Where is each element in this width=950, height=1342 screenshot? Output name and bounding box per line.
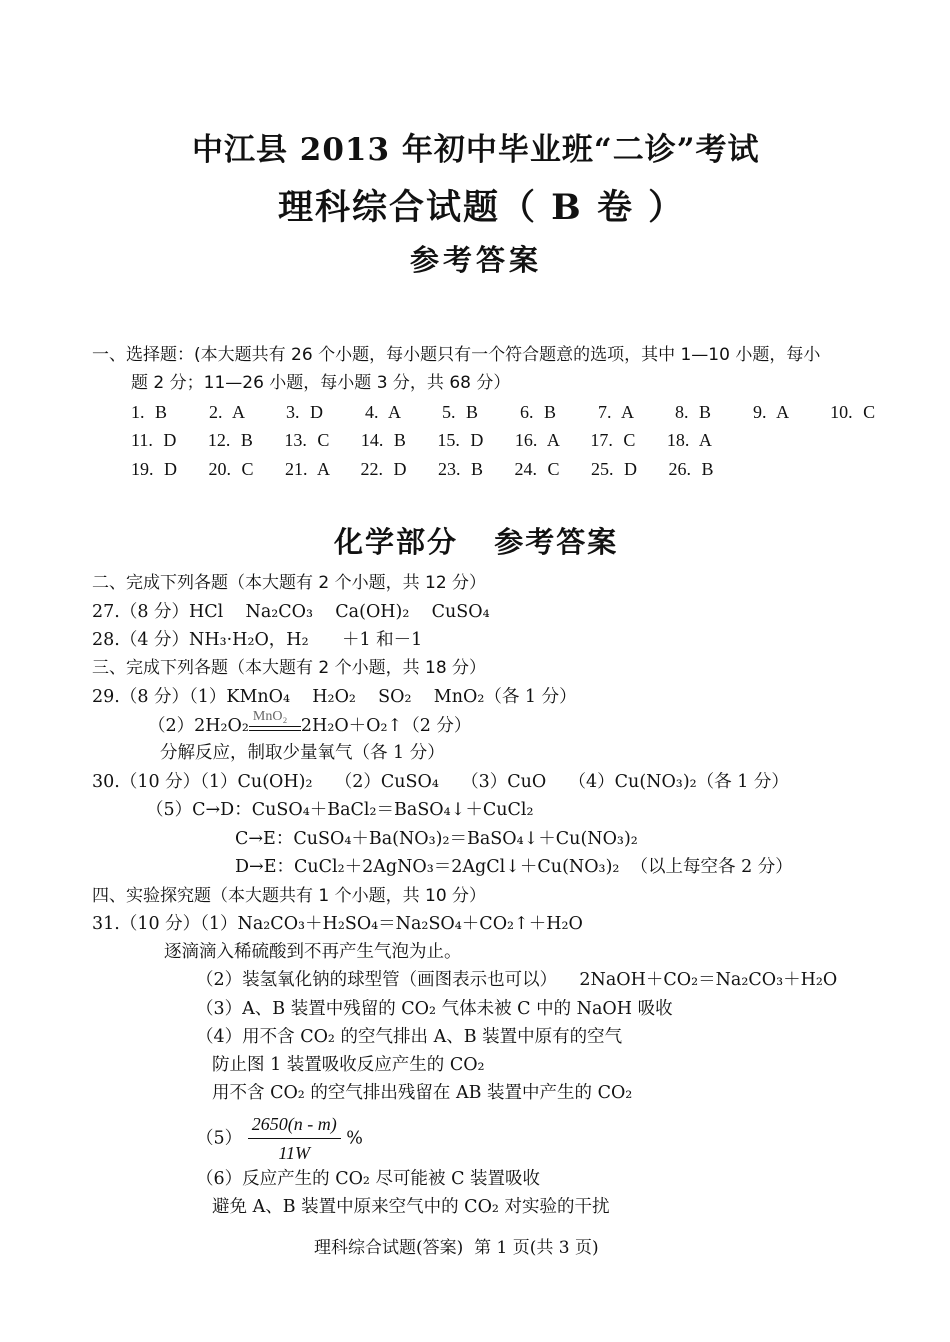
- q29-1-answer: 29.（8 分）（1）KMnO₄ H₂O₂ SO₂ MnO₂（各 1 分）: [92, 687, 577, 707]
- mc-answers-row1: 1. B 2. A 3. D 4. A 5. B 6. B 7. A 8. B 9. A 10. C: [131, 402, 876, 422]
- q31-1-note: 逐滴滴入稀硫酸到不再产生气泡为止。: [164, 942, 462, 962]
- q28-answer: 28.（4 分）NH₃·H₂O，H₂ ＋1 和－1: [92, 630, 423, 650]
- mc-answers-row2: 11. D 12. B 13. C 14. B 15. D 16. A 17. C 18. A: [131, 430, 712, 450]
- q29-2-reactant: （2）2H₂O₂: [148, 716, 249, 736]
- answer-key-title: 参考答案: [410, 243, 543, 277]
- percent-sign: %: [346, 1128, 363, 1149]
- q31-3-answer: （3）A、B 装置中残留的 CO₂ 气体未被 C 中的 NaOH 吸收: [196, 999, 673, 1019]
- section3-heading: 三、完成下列各题（本大题有 2 个小题，共 18 分）: [92, 658, 487, 678]
- q31-4c-answer: 用不含 CO₂ 的空气排出残留在 AB 装置中产生的 CO₂: [212, 1083, 633, 1103]
- q31-2-answer: （2）装氢氧化钠的球型管（画图表示也可以） 2NaOH＋CO₂＝Na₂CO₃＋H₂O: [196, 970, 838, 990]
- q31-6b-answer: 避免 A、B 装置中原来空气中的 CO₂ 对实验的干扰: [212, 1197, 610, 1217]
- page-footer: 理科综合试题(答案) 第 1 页(共 3 页): [314, 1238, 599, 1258]
- catalyst-equals-sign: [249, 708, 301, 739]
- section4-heading: 四、实验探究题（本大题共有 1 个小题，共 10 分）: [92, 886, 487, 906]
- paper-title: 理科综合试题（ B 卷 ）: [278, 187, 686, 228]
- chemistry-title: 化学部分 参考答案: [334, 525, 619, 559]
- section2-heading: 二、完成下列各题（本大题有 2 个小题，共 12 分）: [92, 573, 487, 593]
- q30-5a-equation: （5）C→D：CuSO₄＋BaCl₂＝BaSO₄↓＋CuCl₂: [146, 800, 534, 820]
- q31-1-equation: 31.（10 分）（1）Na₂CO₃＋H₂SO₄＝Na₂SO₄＋CO₂↑＋H₂O: [92, 914, 583, 934]
- exam-title: 中江县 2013 年初中毕业班“二诊”考试: [192, 132, 760, 168]
- q31-6a-answer: （6）反应产生的 CO₂ 尽可能被 C 装置吸收: [196, 1169, 541, 1189]
- q29-2-equation: [148, 708, 472, 739]
- q31-4b-answer: 防止图 1 装置吸收反应产生的 CO₂: [212, 1055, 485, 1075]
- section1-heading-cont: 题 2 分；11—26 小题，每小题 3 分，共 68 分）: [131, 373, 511, 393]
- q27-answer: 27.（8 分）HCl Na₂CO₃ Ca(OH)₂ CuSO₄: [92, 602, 490, 622]
- fraction-denominator: 11W: [278, 1143, 311, 1163]
- q29-2-products: 2H₂O＋O₂↑（2 分）: [300, 716, 472, 736]
- q31-5-label: （5）: [196, 1128, 243, 1149]
- catalyst-label: MnO₂: [252, 708, 288, 724]
- section1-heading: 一、选择题：(本大题共有 26 个小题，每小题只有一个符合题意的选项，其中 1—10 小题，每小: [92, 345, 821, 365]
- q31-5-formula: [196, 1112, 363, 1165]
- q31-4a-answer: （4）用不含 CO₂ 的空气排出 A、B 装置中原有的空气: [196, 1027, 623, 1047]
- fraction: [248, 1112, 341, 1165]
- mc-answers-row3: 19. D 20. C 21. A 22. D 23. B 24. C 25. D 26. B: [131, 459, 714, 479]
- q30-5c-equation: D→E：CuCl₂＋2AgNO₃＝2AgCl↓＋Cu(NO₃)₂ （以上每空各 2 分）: [235, 857, 793, 877]
- q30-5b-equation: C→E：CuSO₄＋Ba(NO₃)₂＝BaSO₄↓＋Cu(NO₃)₂: [235, 829, 638, 849]
- fraction-numerator: 2650(n - m): [248, 1112, 341, 1139]
- q30-1-answer: 30.（10 分）（1）Cu(OH)₂ （2）CuSO₄ （3）CuO （4）Cu(NO₃)₂（各 1 分）: [92, 772, 789, 792]
- q29-3-answer: 分解反应，制取少量氧气（各 1 分）: [160, 743, 445, 763]
